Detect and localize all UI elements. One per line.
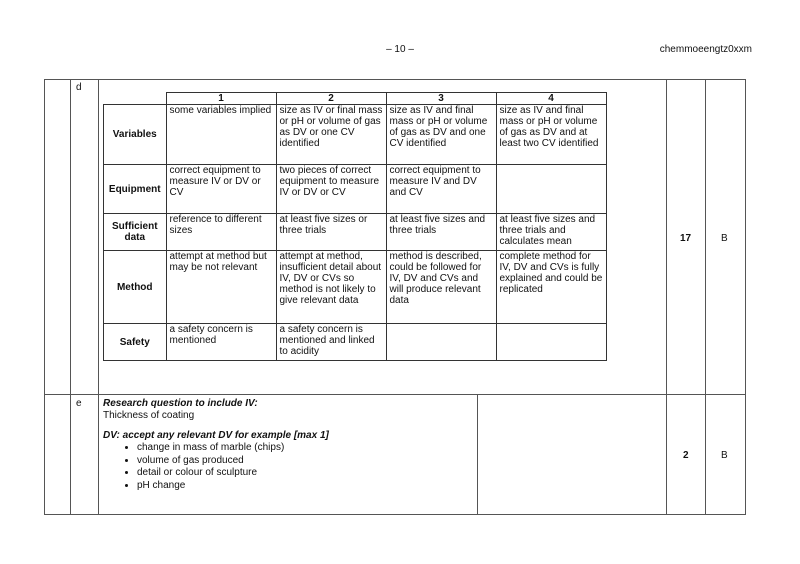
rubric-cell: a safety concern is mentioned and linked to acidity — [276, 324, 386, 361]
rubric-cell: correct equipment to measure IV or DV or CV — [166, 165, 276, 214]
frame-divider — [44, 394, 746, 395]
list-item: • change in mass of marble (chips) — [137, 442, 329, 455]
rubric-row-method — [104, 251, 607, 324]
dv-list — [103, 442, 329, 492]
part-e-label: e — [76, 398, 82, 409]
rubric-cell — [496, 324, 606, 361]
rubric-cell: two pieces of correct equipment to measure IV or DV or CV — [276, 165, 386, 214]
rubric-cell: at least five sizes or three trials — [276, 214, 386, 251]
rubric-cell — [496, 165, 606, 214]
list-item: • volume of gas produced — [137, 455, 329, 468]
part-e-marks: 2 — [683, 450, 689, 461]
document-code: chemmoeengtz0xxm — [659, 44, 752, 55]
rubric-col-2: 2 — [276, 93, 386, 105]
rubric-cell: attempt at method but may be not relevant — [166, 251, 276, 324]
list-item: • detail or colour of sculpture — [137, 467, 329, 480]
list-item: • pH change — [137, 480, 329, 493]
rubric-col-4: 4 — [496, 93, 606, 105]
rubric-cell: method is described, could be followed for IV, DV and CVs and will produce relevant data — [386, 251, 496, 324]
rubric-cell: some variables implied — [166, 105, 276, 165]
rubric-row-sufficient-data — [104, 214, 607, 251]
row-heading-safety: Safety — [104, 324, 167, 361]
frame-level-col — [705, 79, 706, 515]
rubric-cell: reference to different sizes — [166, 214, 276, 251]
rubric-cell: at least five sizes and three trials and calculates mean — [496, 214, 606, 251]
rubric-header-row — [104, 93, 607, 105]
frame-marks-col — [666, 79, 667, 515]
part-e-answer — [103, 398, 329, 492]
rubric-cell: at least five sizes and three trials — [386, 214, 496, 251]
row-heading-sufficient-data: Sufficient data — [104, 214, 167, 251]
rubric-table — [103, 92, 607, 361]
part-d-marks: 17 — [680, 233, 692, 244]
frame-bottom — [44, 514, 746, 515]
rubric-cell: complete method for IV, DV and CVs is fully explained and could be replicated — [496, 251, 606, 324]
rubric-row-variables — [104, 105, 607, 165]
part-d-level: B — [721, 233, 728, 244]
rubric-cell: size as IV and final mass or pH or volume of gas as DV and one CV identified — [386, 105, 496, 165]
rubric-cell — [386, 324, 496, 361]
rubric-cell: a safety concern is mentioned — [166, 324, 276, 361]
frame-part-col — [70, 79, 71, 515]
rubric-cell: size as IV or final mass or pH or volume of gas as DV or one CV identified — [276, 105, 386, 165]
rubric-cell: correct equipment to measure IV and DV and CV — [386, 165, 496, 214]
rubric-cell: attempt at method, insufficient detail about IV, DV or CVs so method is not likely to give relevant data — [276, 251, 386, 324]
frame-top — [44, 79, 746, 80]
page-number: – 10 – — [386, 44, 414, 55]
research-question-text: Thickness of coating — [103, 410, 195, 421]
part-d-label: d — [76, 82, 82, 93]
rubric-corner — [104, 93, 167, 105]
row-heading-equipment: Equipment — [104, 165, 167, 214]
research-question-heading: Research question to include IV: — [103, 398, 258, 409]
row-heading-method: Method — [104, 251, 167, 324]
row-heading-variables: Variables — [104, 105, 167, 165]
frame-right — [745, 79, 746, 515]
frame-left — [44, 79, 45, 515]
frame-notes-col — [477, 394, 478, 515]
rubric-row-equipment — [104, 165, 607, 214]
frame-content-col — [98, 79, 99, 515]
dv-heading: DV: accept any relevant DV for example [max 1] — [103, 430, 329, 441]
rubric-row-safety — [104, 324, 607, 361]
rubric-col-3: 3 — [386, 93, 496, 105]
rubric-cell: size as IV and final mass or pH or volume of gas as DV and at least two CV identified — [496, 105, 606, 165]
part-e-level: B — [721, 450, 728, 461]
rubric-col-1: 1 — [166, 93, 276, 105]
